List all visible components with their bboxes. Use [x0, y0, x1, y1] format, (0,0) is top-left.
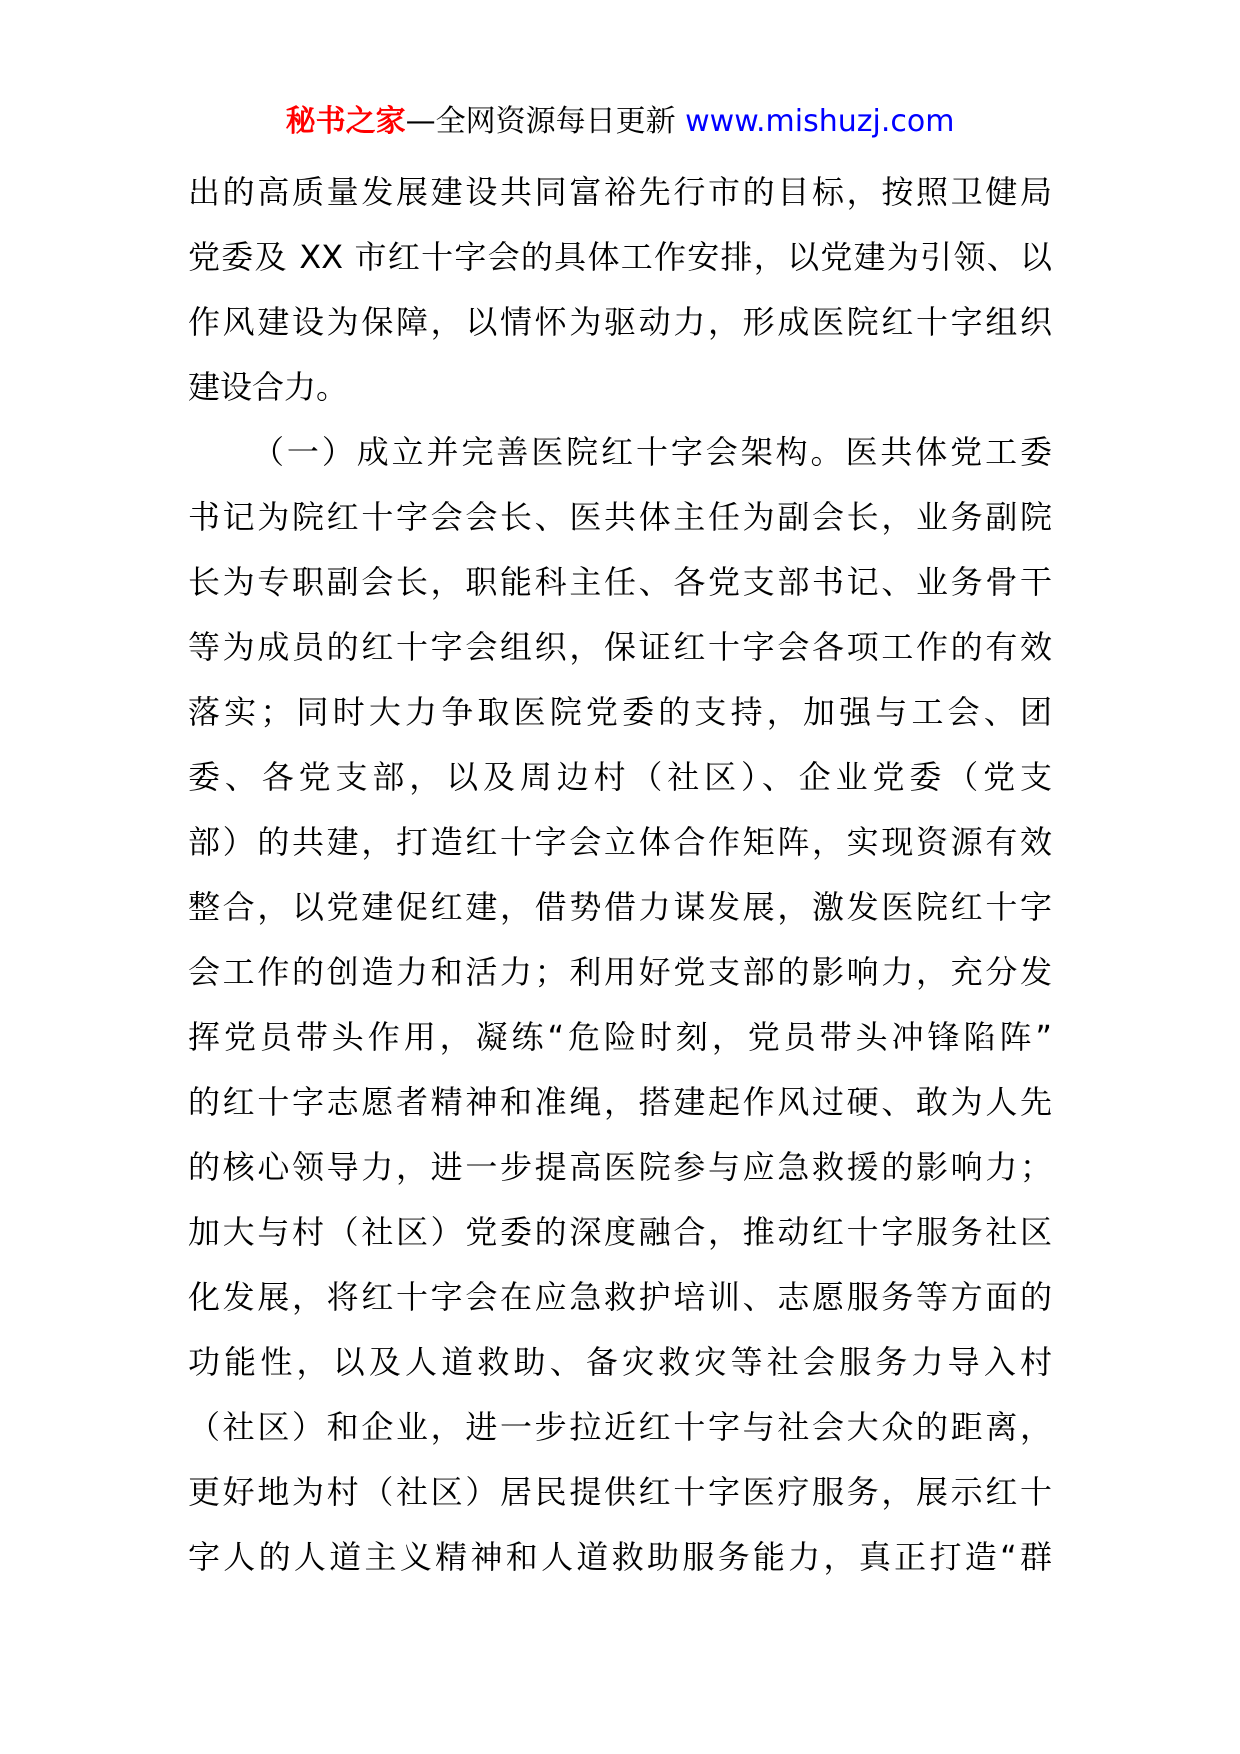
- text-line: 出的高质量发展建设共同富裕先行市的目标，按照卫健局: [188, 173, 1052, 211]
- text-line: 功能性，以及人道救助、备灾救灾等社会服务力导入村: [188, 1343, 1052, 1381]
- section-heading-line: （一）成立并完善医院红十字会架构。医共体党工委: [252, 433, 1052, 471]
- document-body: [188, 160, 1052, 1590]
- brand-name: 秘书之家: [285, 104, 406, 139]
- text-line: 更好地为村（社区）居民提供红十字医疗服务，展示红十: [188, 1473, 1052, 1511]
- text-line: 化发展，将红十字会在应急救护培训、志愿服务等方面的: [188, 1278, 1052, 1316]
- text-line: 挥党员带头作用，凝练“危险时刻，党员带头冲锋陷阵”: [188, 1018, 1052, 1056]
- site-url-link[interactable]: www.mishuzj.com: [685, 104, 955, 139]
- text-line: 党委及 XX 市红十字会的具体工作安排，以党建为引领、以: [188, 238, 1052, 276]
- text-line: 字人的人道主义精神和人道救助服务能力，真正打造“群: [188, 1538, 1052, 1576]
- site-header: [0, 102, 1240, 142]
- header-tagline: —全网资源每日更新: [405, 104, 686, 139]
- text-line: 等为成员的红十字会组织，保证红十字会各项工作的有效: [188, 628, 1052, 666]
- text-line: 长为专职副会长，职能科主任、各党支部书记、业务骨干: [188, 563, 1052, 601]
- text-line: 书记为院红十字会会长、医共体主任为副会长，业务副院: [188, 498, 1052, 536]
- text-line: 的核心领导力，进一步提高医院参与应急救援的影响力；: [188, 1148, 1052, 1186]
- text-line: 落实；同时大力争取医院党委的支持，加强与工会、团: [188, 693, 1052, 731]
- text-line: 的红十字志愿者精神和准绳，搭建起作风过硬、敢为人先: [188, 1083, 1052, 1121]
- text-line: 作风建设为保障，以情怀为驱动力，形成医院红十字组织: [188, 303, 1052, 341]
- text-line: 加大与村（社区）党委的深度融合，推动红十字服务社区: [188, 1213, 1052, 1251]
- text-line: 建设合力。: [188, 368, 349, 406]
- text-line: （社区）和企业，进一步拉近红十字与社会大众的距离，: [188, 1408, 1052, 1446]
- text-line: 整合，以党建促红建，借势借力谋发展，激发医院红十字: [188, 888, 1052, 926]
- text-line: 部）的共建，打造红十字会立体合作矩阵，实现资源有效: [188, 823, 1052, 861]
- text-line: 会工作的创造力和活力；利用好党支部的影响力，充分发: [188, 953, 1052, 991]
- text-line: 委、各党支部，以及周边村（社区）、企业党委（党支: [188, 758, 1052, 796]
